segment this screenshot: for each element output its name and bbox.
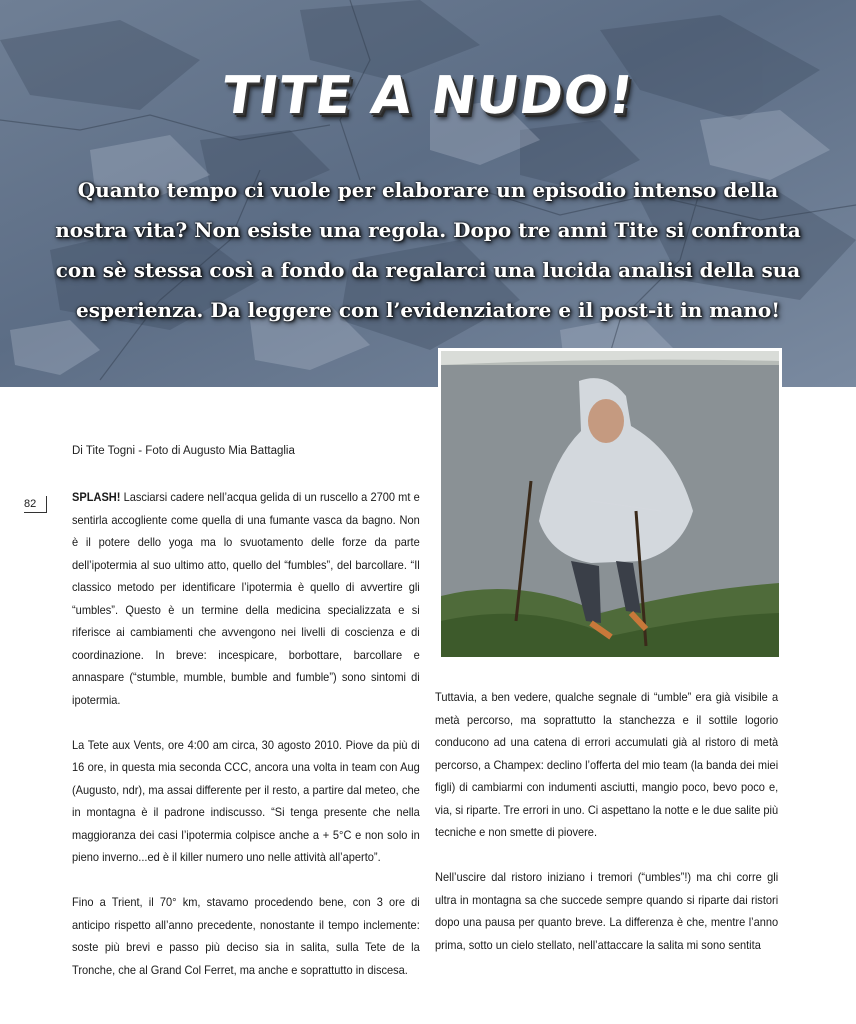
article-photo — [438, 348, 782, 660]
byline: Di Tite Togni - Foto di Augusto Mia Battaglia — [72, 445, 295, 457]
paragraph-3: Fino a Trient, il 70° km, stavamo procedendo bene, con 3 ore di anticipo rispetto all’anno precedente, nonostante il tempo inclemente: soste più brevi e passo più deciso sia in salita, sulla Tete de la Tronche, che al Grand Col Ferret, ma anche e soprattutto in discesa. — [72, 895, 420, 977]
article-intro: Quanto tempo ci vuole per elaborare un episodio intenso della nostra vita? Non esiste una regola. Dopo tre anni Tite si confronta con sè stessa così a fondo da regalarci una lucida analisi della sua esperienza. Da leggere con l’evidenziatore e il post-it in mano! — [55, 178, 801, 322]
hiker-in-rain-image — [441, 351, 779, 657]
hero-banner — [0, 0, 856, 387]
paragraph-1-text: Lasciarsi cadere nell’acqua gelida di un ruscello a 2700 mt e sentirla accogliente come quella di una fumante vasca da bagno. Non è il potere dello yoga ma lo svuotamento delle forze da parte dell’ipotermia al suo ultimo atto, quello del “fumbles”, del barcollare. “Il classico metodo per identificare l’ipotermia è quello di avvertire gli “umbles”. Questo è un termine della medicina specializzata e si riferisce ai cambiamenti che avvengono nei livelli di coscienza e di coordinazione. In breve: incespicare, borbottare, barcollare e annaspare (“stumble, mumble, bumble and fumble”) sono sintomi di ipotermia. — [72, 490, 420, 707]
text-column-right — [435, 686, 778, 979]
lead-word: SPLASH! — [72, 490, 121, 504]
paragraph-5: Nell’uscire dal ristoro iniziano i tremori (“umbles”!) ma chi corre gli ultra in montagna sa che succede sempre quando si riparte dai ristori dopo una pausa per quanto breve. La differenza è che, mentre l’anno prima, sotto un cielo stellato, nell’attaccare la salita mi sono sentita — [435, 870, 779, 952]
article-title: TITE A NUDO! — [218, 66, 638, 126]
paragraph-4: Tuttavia, a ben vedere, qualche segnale di “umble” era già visibile a metà percorso, ma soprattutto la stanchezza e il sottile logorio conducono ad una catena di errori accumulati già al ristoro di metà percorso, a Champex: declino l’offerta del mio team (la banda dei miei figli) di cambiarmi con indumenti asciutti, mangio poco, bevo poco e, via, si riparte. Tre errori in uno. Ci aspettano la notte e le due salite più tecniche e non smette di piovere. — [435, 690, 779, 839]
text-column-left — [72, 486, 420, 1004]
page-number: 82 — [24, 496, 47, 513]
paragraph-2: La Tete aux Vents, ore 4:00 am circa, 30 agosto 2010. Piove da più di 16 ore, in questa mia seconda CCC, ancora una volta in team con Aug (Augusto, ndr), ma assai differente per il resto, a partire dal meteo, che in montagna è il padrone indiscusso. “Si tenga presente che nella maggioranza dei casi l’ipotermia colpisce anche a + 5°C e non solo in pieno inverno...ed è il killer numero uno nelle attività all’aperto”. — [72, 737, 420, 864]
paragraph-1 — [72, 486, 420, 711]
